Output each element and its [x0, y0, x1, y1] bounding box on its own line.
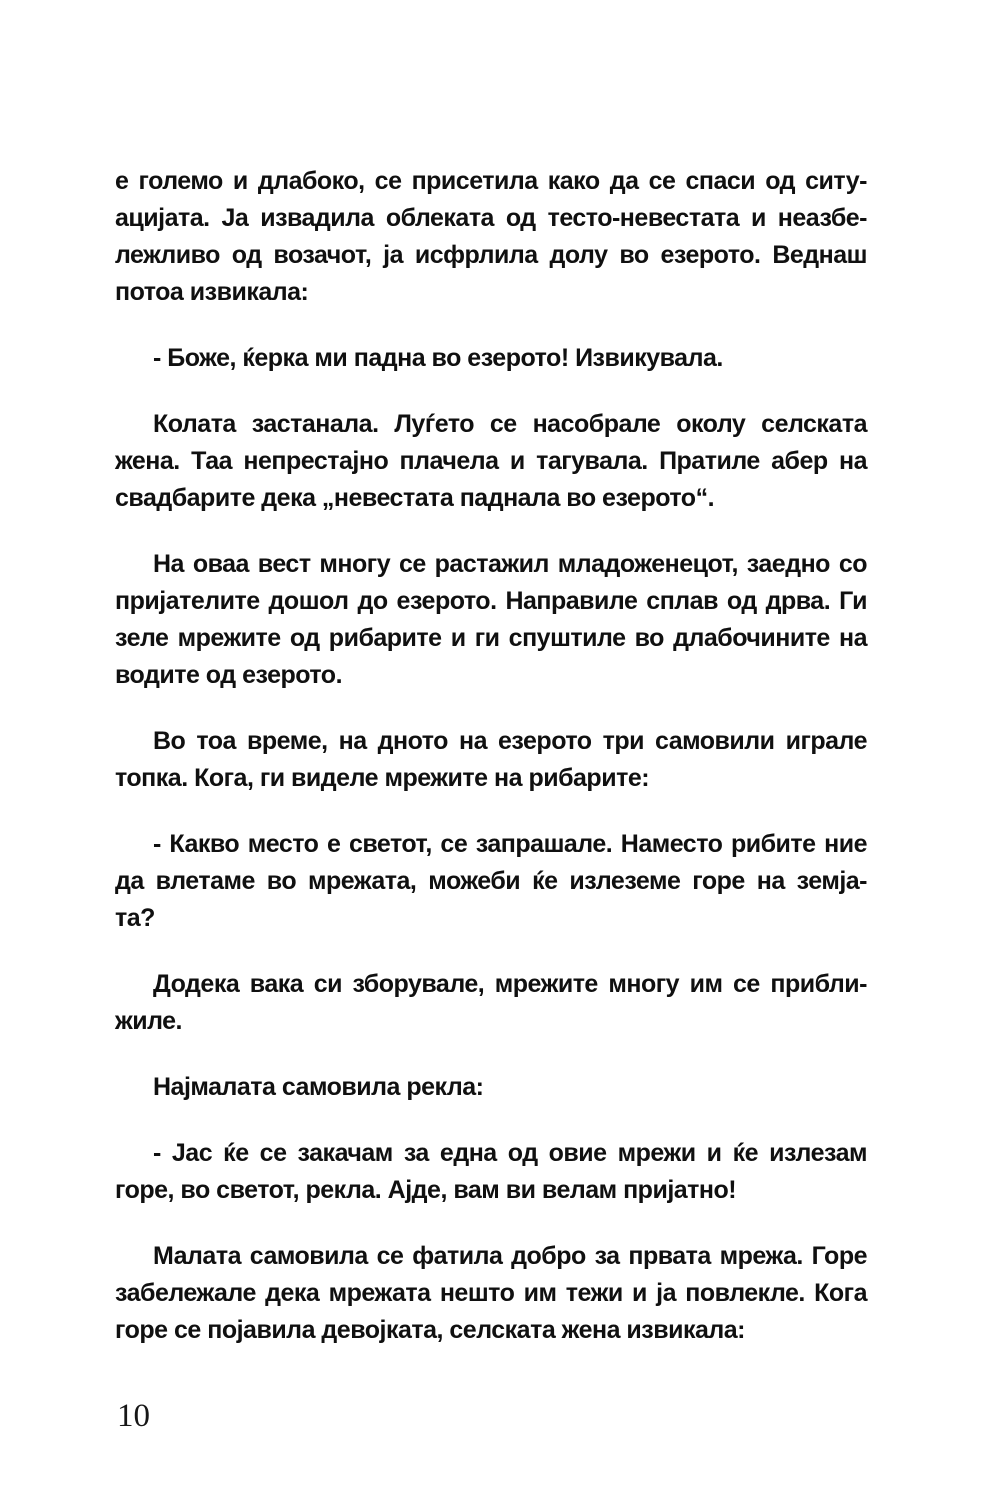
text-line: Колата застанала. Луѓето се насобрале околу селската: [153, 410, 867, 438]
paragraph: [115, 546, 867, 694]
paragraph: [115, 966, 867, 1040]
text-line: потоа извикала:: [115, 278, 309, 306]
text-line: Малата самовила се фатила добро за првата мрежа. Горе: [153, 1242, 867, 1270]
paragraph: [115, 340, 867, 377]
text-line: Додека вака си зборувале, мрежите многу им се прибли-: [153, 970, 867, 998]
paragraph: [115, 826, 867, 937]
paragraph: [115, 1069, 867, 1106]
text-line: свадбарите дека „невестата паднала во езерото“.: [115, 484, 715, 512]
text-line: горе се појавила девојката, селската жена извикала:: [115, 1316, 745, 1344]
text-line: Во тоа време, на дното на езерото три самовили играле: [153, 727, 867, 755]
text-line: водите од езерото.: [115, 661, 343, 689]
text-line: зеле мрежите од рибарите и ги спуштиле во длабочините на: [115, 624, 867, 652]
text-line: топка. Кога, ги виделе мрежите на рибарите:: [115, 764, 650, 792]
paragraph: [115, 1238, 867, 1349]
text-line: ацијата. Ја извадила облеката од тесто-невестата и неазбе-: [115, 204, 867, 232]
text-line: горе, во светот, рекла. Ајде, вам ви велам пријатно!: [115, 1176, 737, 1204]
text-line: На оваа вест многу се растажил младоженецот, заедно со: [153, 550, 867, 578]
paragraph: [115, 163, 867, 311]
text-line: - Какво место е светот, се запрашале. Наместо рибите ние: [153, 830, 867, 858]
page-number: 10: [117, 1398, 150, 1434]
text-line: жена. Таа непрестајно плачела и тагувала. Пратиле абер на: [115, 447, 867, 475]
text-block: [115, 163, 867, 1349]
text-line: та?: [115, 904, 155, 932]
paragraph: [115, 406, 867, 517]
text-line: да влетаме во мрежата, можеби ќе излеземе горе на земја-: [115, 867, 867, 895]
text-line: лежливо од возачот, ја исфрлила долу во езерото. Веднаш: [115, 241, 867, 269]
paragraph: [115, 723, 867, 797]
paragraph: [115, 1135, 867, 1209]
text-line: - Боже, ќерка ми падна во езерото! Извикувала.: [153, 344, 723, 372]
text-line: - Јас ќе се закачам за една од овие мрежи и ќе излезам: [153, 1139, 867, 1167]
text-line: е големо и длабоко, се присетила како да се спаси од ситу-: [115, 167, 867, 195]
text-line: забележале дека мрежата нешто им тежи и ја повлекле. Кога: [115, 1279, 867, 1307]
text-line: жиле.: [115, 1007, 182, 1035]
text-line: пријателите дошол до езерото. Направиле сплав од дрва. Ги: [115, 587, 867, 615]
text-line: Најмалата самовила рекла:: [153, 1073, 484, 1101]
